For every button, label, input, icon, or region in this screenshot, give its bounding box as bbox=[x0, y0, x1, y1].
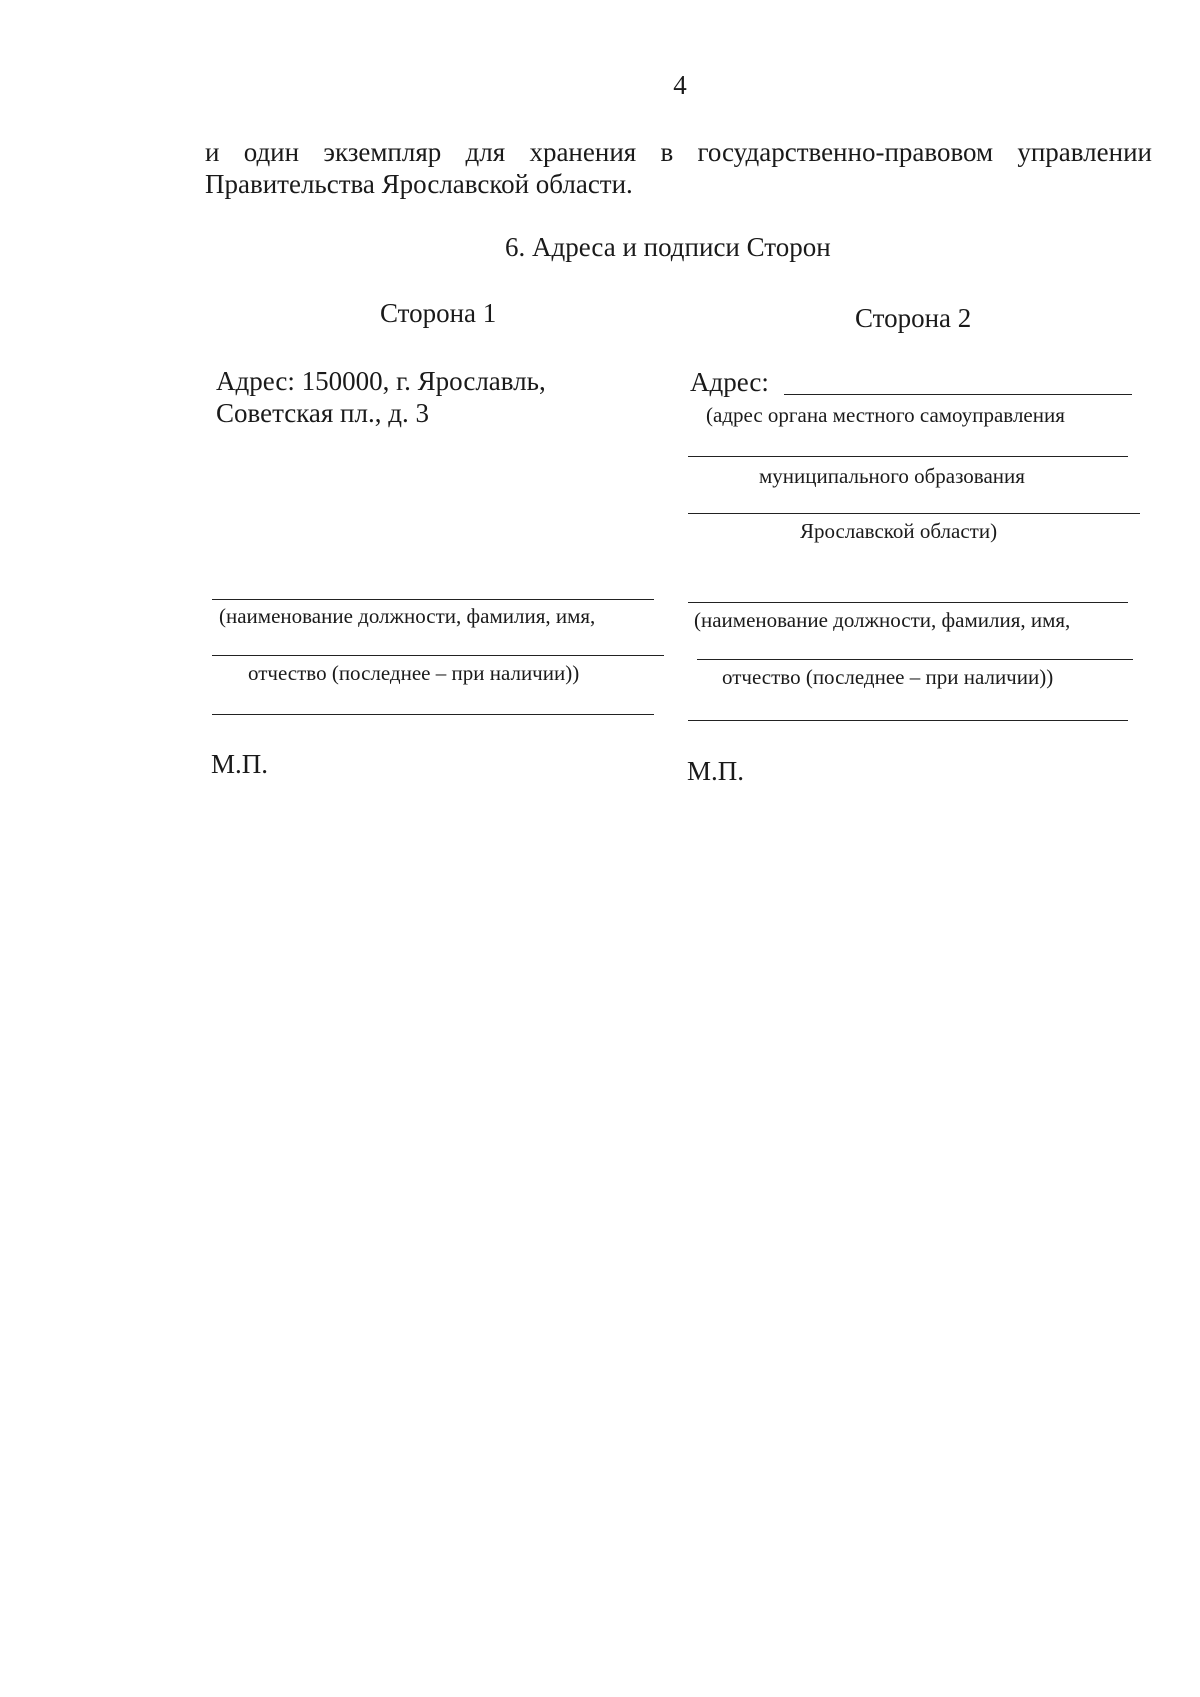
party-2-bottom-line bbox=[688, 720, 1128, 721]
section-title: 6. Адреса и подписи Сторон bbox=[505, 232, 831, 262]
party-2-signature-line bbox=[688, 602, 1128, 603]
party-1-signature-line bbox=[212, 599, 654, 600]
party-2-name-caption: (наименование должности, фамилия, имя, bbox=[694, 608, 1071, 632]
party-2-address-caption-1: (адрес органа местного самоуправления bbox=[706, 403, 1065, 427]
party-1-heading: Сторона 1 bbox=[380, 298, 497, 328]
intro-paragraph-line-2: Правительства Ярославской области. bbox=[205, 169, 633, 199]
party-2-address-line-2 bbox=[688, 456, 1128, 457]
party-1-name-caption: (наименование должности, фамилия, имя, bbox=[219, 604, 596, 628]
party-1-name-line bbox=[212, 655, 664, 656]
intro-paragraph-line-1: и один экземпляр для хранения в государственно-правовом управлении bbox=[205, 137, 1152, 167]
party-1-stamp-place: М.П. bbox=[211, 749, 269, 779]
party-2-address-caption-3: Ярославской области) bbox=[800, 519, 998, 543]
party-2-patronymic-caption: отчество (последнее – при наличии)) bbox=[722, 665, 1054, 689]
party-2-address-caption-2: муниципального образования bbox=[759, 464, 1025, 488]
party-2-heading: Сторона 2 bbox=[855, 303, 972, 333]
party-2-address-label: Адрес: bbox=[690, 367, 769, 397]
party-1-address-line-2: Советская пл., д. 3 bbox=[216, 398, 429, 428]
party-1-address-line-1: Адрес: 150000, г. Ярославль, bbox=[216, 366, 546, 396]
page-number: 4 bbox=[673, 70, 687, 100]
party-1-patronymic-caption: отчество (последнее – при наличии)) bbox=[248, 661, 580, 685]
party-1-bottom-line bbox=[212, 714, 654, 715]
party-2-stamp-place: М.П. bbox=[687, 756, 745, 786]
party-2-address-line-1 bbox=[784, 394, 1132, 395]
intro-paragraph bbox=[205, 136, 1152, 200]
party-2-name-line bbox=[697, 659, 1133, 660]
party-2-address-line-3 bbox=[688, 513, 1140, 514]
